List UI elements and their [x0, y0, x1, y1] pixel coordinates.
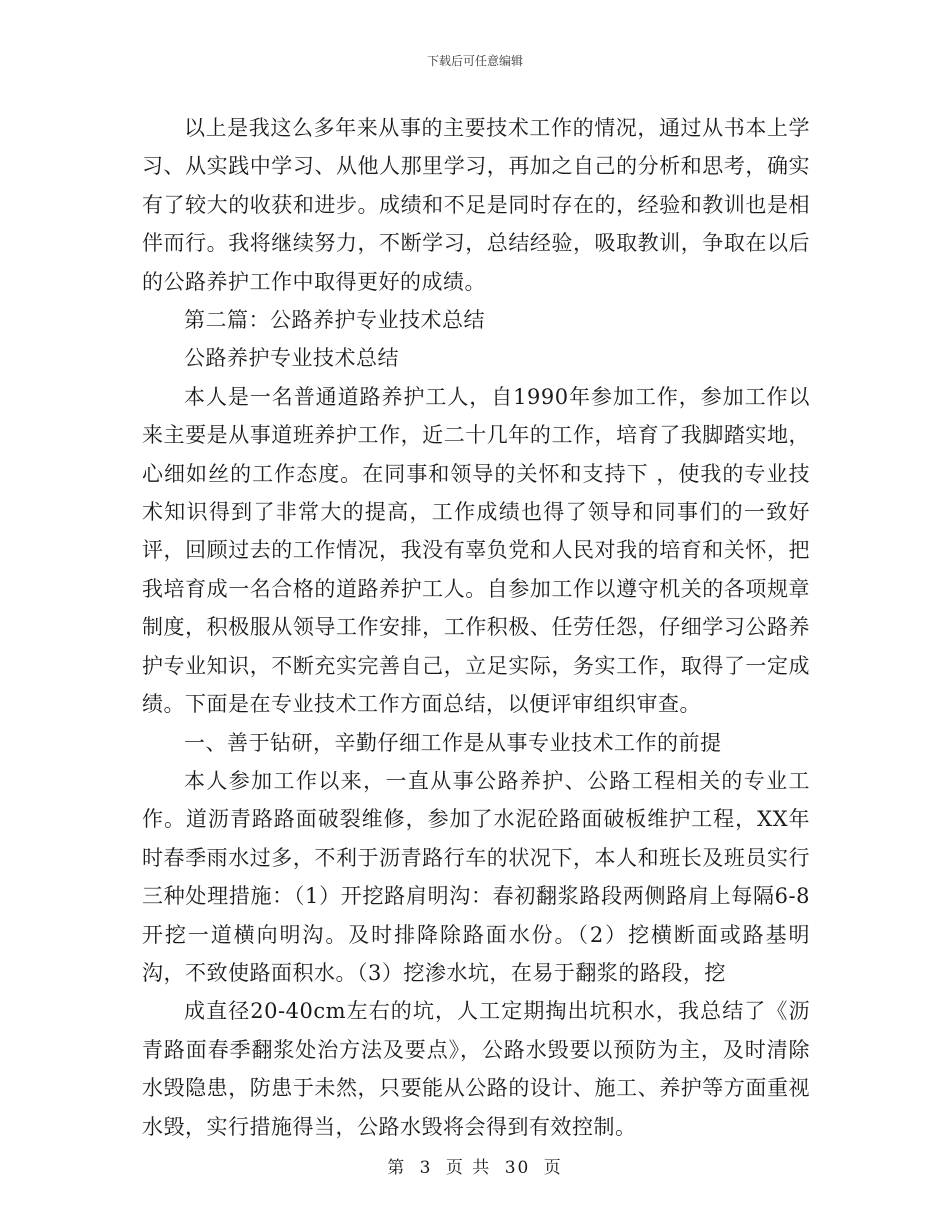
current-page-number: 3 — [419, 1158, 433, 1178]
document-title: 公路养护专业技术总结 — [184, 346, 399, 371]
paragraph-continuation: 成直径20-40cm左右的坑，人工定期掏出坑积水，我总结了《沥青路面春季翻浆处治方法及要点》，公路水毁要以预防为主，及时清除水毁隐患，防患于未然，只要能从公路的设计、施工、养护等方面重视水毁，实行措施得当，公路水毁将会得到有效控制。 — [142, 999, 810, 1139]
document-body — [142, 109, 810, 1146]
paragraph-work-details: 本人参加工作以来，一直从事公路养护、公路工程相关的专业工作。道沥青路路面破裂维修，参加了水泥砼路面破板维护工程，XX年时春季雨水过多，不利于沥青路行车的状况下，本人和班长及班员实行三种处理措施：（1）开挖路肩明沟：春初翻浆路段两侧路肩上每隔6-8开挖一道横向明沟。及时排降除路面水份。（2）挖横断面或路基明沟，不致使路面积水。（3）挖渗水坑，在易于翻浆的路段，挖 — [142, 768, 810, 985]
header-note: 下载后可任意编辑 — [426, 54, 523, 68]
footer-middle: 页 共 — [445, 1158, 492, 1178]
section-heading: 第二篇：公路养护专业技术总结 — [184, 308, 485, 333]
paragraph-conclusion: 以上是我这么多年来从事的主要技术工作的情况，通过从书本上学习、从实践中学习、从他人那里学习，再加之自己的分析和思考，确实有了较大的收获和进步。成绩和不足是同时存在的，经验和教训也是相伴而行。我将继续努力，不断学习，总结经验，吸取教训，争取在以后的公路养护工作中取得更好的成绩。 — [142, 116, 810, 294]
footer-prefix: 第 — [387, 1158, 407, 1178]
page-footer — [0, 1153, 950, 1178]
subsection-heading: 一、善于钻研，辛勤仔细工作是从事专业技术工作的前提 — [184, 730, 722, 755]
paragraph-introduction: 本人是一名普通道路养护工人，自1990年参加工作，参加工作以来主要是从事道班养护工作，近二十几年的工作，培育了我脚踏实地，心细如丝的工作态度。在同事和领导的关怀和支持下 ，使我的专业技术知识得到了非常大的提高，工作成绩也得了领导和同事们的一致好评，回顾过去的工作情况，我没有辜负党和人民对我的培育和关怀，把我培育成一名合格的道路养护工人。自参加工作以遵守机关的各项规章制度，积极服从领导工作安排，工作积极、任劳任怨，仔细学习公路养护专业知识，不断充实完善自己，立足实际，务实工作，取得了一定成绩。下面是在专业技术工作方面总结，以便评审组织审查。 — [142, 384, 810, 717]
total-pages: 30 — [504, 1158, 531, 1178]
footer-suffix: 页 — [543, 1158, 563, 1178]
